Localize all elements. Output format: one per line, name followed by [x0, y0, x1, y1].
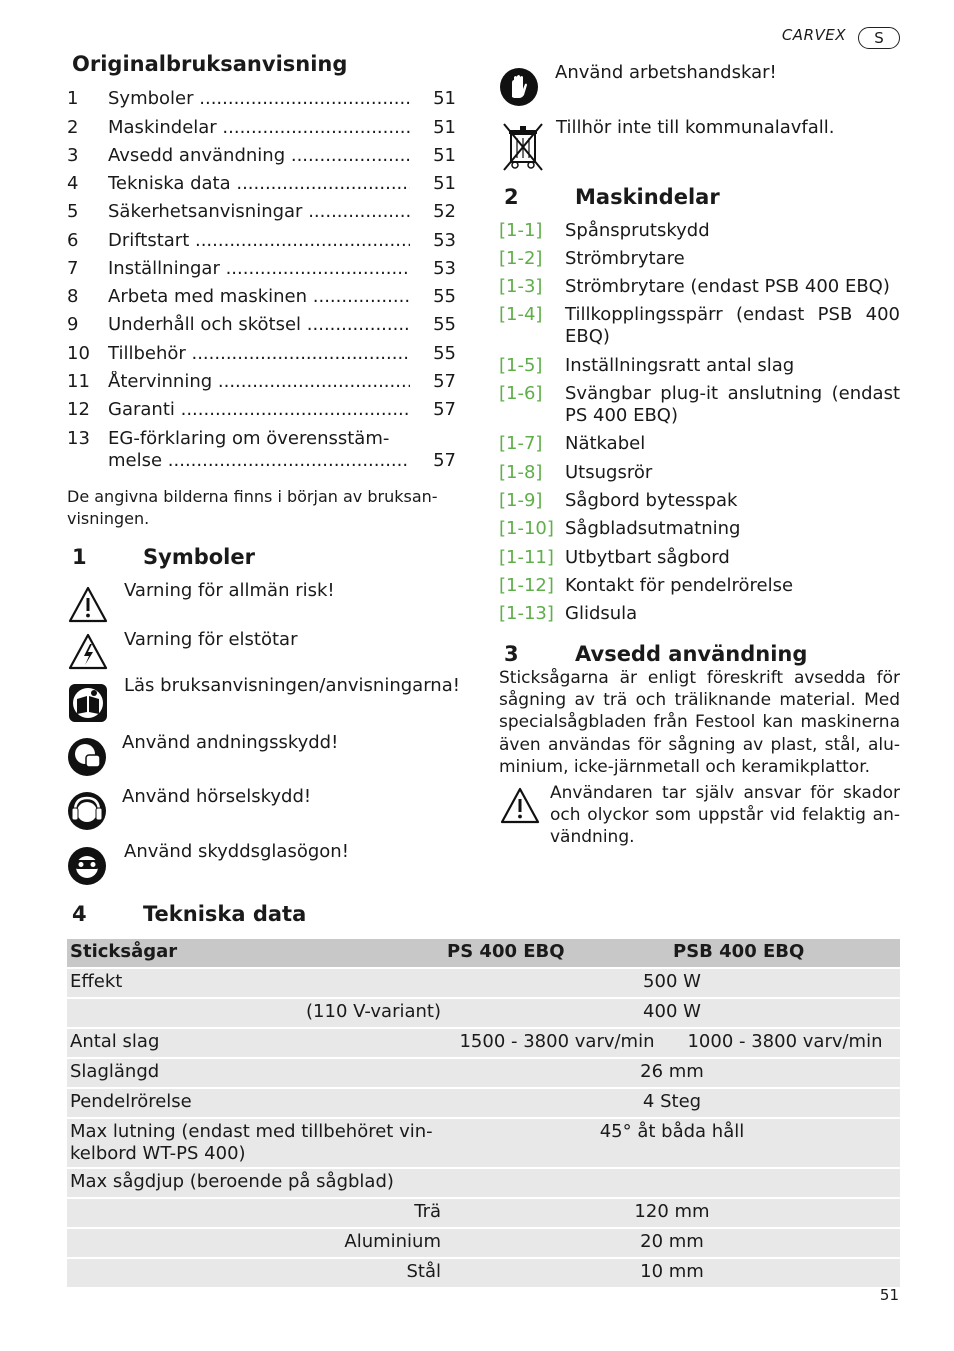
part-label: Svängbar plug-it anslutning (endast PS 400 EBQ) — [565, 383, 900, 426]
warning-triangle-icon — [68, 585, 108, 625]
row-label: Max lutning (endast med tillbehöret vin-kelbord WT-PS 400) — [67, 1118, 444, 1168]
symbol-label: Använd hörselskydd! — [122, 786, 312, 807]
row-label: Stål — [67, 1258, 444, 1288]
symbol-label: Använd skyddsglasögon! — [124, 841, 349, 862]
table-header-row — [67, 939, 900, 968]
warning-triangle-icon — [500, 786, 540, 826]
row-value: 20 mm — [444, 1228, 900, 1258]
row-label: Aluminium — [67, 1228, 444, 1258]
table-row — [67, 1258, 900, 1288]
row-label: Max sågdjup (beroende på sågblad) — [67, 1168, 444, 1198]
safety-goggles-icon — [67, 846, 107, 886]
toc-item-title: Underhåll och skötsel ..... — [108, 314, 410, 335]
symbol-label: Läs bruksanvisningen/anvisningarna! — [124, 675, 460, 696]
toc-item-title: Inställningar ..... — [108, 258, 410, 279]
part-ref: [1-10] — [499, 518, 554, 539]
toc-item-title: Garanti ..... — [108, 399, 410, 420]
part-label: Nätkabel — [565, 433, 646, 454]
row-value: 26 mm — [444, 1058, 900, 1088]
row-value — [444, 1168, 900, 1198]
row-value: 120 mm — [444, 1198, 900, 1228]
part-ref: [1-3] — [499, 276, 543, 297]
toc-page: 51 — [433, 145, 456, 166]
table-row — [67, 968, 900, 998]
row-value: 1000 - 3800 varv/min — [670, 1028, 900, 1058]
toc-title: Originalbruksanvisning — [72, 52, 348, 76]
part-label: Strömbrytare (endast PSB 400 EBQ) — [565, 276, 890, 297]
header-cell: Sticksågar — [67, 939, 444, 968]
part-label: Utbytbart sågbord — [565, 547, 730, 568]
toc-number: 1 — [67, 88, 79, 109]
part-ref: [1-1] — [499, 220, 543, 241]
part-ref: [1-11] — [499, 547, 554, 568]
toc-page: 57 — [433, 371, 456, 392]
respirator-icon — [67, 737, 107, 777]
table-row — [67, 1198, 900, 1228]
toc-item-title: Arbeta med maskinen ..... — [108, 286, 410, 307]
tech-data-table — [67, 939, 900, 1289]
toc-item[interactable] — [67, 428, 456, 476]
row-value: 4 Steg — [444, 1088, 900, 1118]
table-row — [67, 1028, 900, 1058]
gloves-icon — [499, 67, 539, 107]
toc-number: 12 — [67, 399, 90, 420]
table-row — [67, 1088, 900, 1118]
toc-item[interactable] — [67, 286, 456, 310]
row-label: Slaglängd — [67, 1058, 444, 1088]
toc-number: 5 — [67, 201, 79, 222]
toc-item-title: Maskindelar ..... — [108, 117, 410, 138]
symbol-label: Varning för elstötar — [124, 629, 298, 650]
toc-page: 51 — [433, 88, 456, 109]
section-4-title: Tekniska data — [143, 902, 307, 926]
toc-page: 51 — [433, 117, 456, 138]
ear-protection-icon — [67, 791, 107, 831]
symbol-label: Använd andningsskydd! — [122, 732, 339, 753]
toc-page: 51 — [433, 173, 456, 194]
toc-item-title: Tekniska data ..... — [108, 173, 410, 194]
row-label: Pendelrörelse — [67, 1088, 444, 1118]
row-value: 10 mm — [444, 1258, 900, 1288]
toc-item[interactable] — [67, 343, 456, 367]
toc-item[interactable] — [67, 201, 456, 225]
part-ref: [1-12] — [499, 575, 554, 596]
language-badge: S — [858, 27, 900, 49]
toc-page: 55 — [433, 314, 456, 335]
electric-shock-warning-icon — [68, 632, 108, 672]
toc-item-title: Säkerhetsanvisningar ..... — [108, 201, 410, 222]
section-3-title: Avsedd användning — [575, 642, 808, 666]
toc-number: 6 — [67, 230, 79, 251]
part-ref: [1-13] — [499, 603, 554, 624]
row-label: Trä — [67, 1198, 444, 1228]
toc-item[interactable] — [67, 314, 456, 338]
toc-item[interactable] — [67, 258, 456, 282]
toc-item[interactable] — [67, 88, 456, 112]
part-ref: [1-5] — [499, 355, 543, 376]
header-cell: PSB 400 EBQ — [670, 939, 900, 968]
brand-name: CARVEX — [781, 26, 846, 44]
toc-number: 13 — [67, 428, 90, 449]
toc-item[interactable] — [67, 145, 456, 169]
toc-item-title: Symboler ..... — [108, 88, 410, 109]
row-value: 500 W — [444, 968, 900, 998]
page-number: 51 — [879, 1286, 899, 1304]
part-ref: [1-4] — [499, 304, 543, 325]
part-ref: [1-6] — [499, 383, 543, 404]
table-row — [67, 1058, 900, 1088]
part-label: Glidsula — [565, 603, 638, 624]
table-row — [67, 1168, 900, 1198]
part-label: Strömbrytare — [565, 248, 685, 269]
row-label: Antal slag — [67, 1028, 444, 1058]
part-label: Kontakt för pendelrörelse — [565, 575, 794, 596]
intended-use-text: Sticksågarna är enligt föreskrift avsedda för sågning av trä och träliknande material. Med specialsågbladen från Festool kan maskinerna även användas för sågning av plast, stål, alu-minium, icke-järnmetall och keramikplattor. — [499, 668, 900, 777]
toc-item-title: Tillbehör ..... — [108, 343, 410, 364]
header-cell: PS 400 EBQ — [444, 939, 670, 968]
toc-number: 7 — [67, 258, 79, 279]
toc-item[interactable] — [67, 399, 456, 423]
read-manual-icon — [68, 683, 108, 723]
section-1-number: 1 — [72, 545, 87, 569]
section-3-number: 3 — [504, 642, 519, 666]
symbol-label: Använd arbetshandskar! — [555, 62, 777, 83]
section-2-number: 2 — [504, 185, 519, 209]
part-label: Tillkopplingsspärr (endast PSB 400 EBQ) — [565, 304, 900, 347]
toc-page: 53 — [433, 230, 456, 251]
part-ref: [1-7] — [499, 433, 543, 454]
section-1-title: Symboler — [143, 545, 255, 569]
toc-number: 4 — [67, 173, 79, 194]
toc-number: 2 — [67, 117, 79, 138]
row-value: 45° åt båda håll — [444, 1118, 900, 1168]
toc-number: 10 — [67, 343, 90, 364]
toc-item[interactable] — [67, 117, 456, 141]
part-label: Sågbladsutmatning — [565, 518, 741, 539]
symbol-label: Tillhör inte till kommunalavfall. — [556, 117, 835, 138]
toc-page: 53 — [433, 258, 456, 279]
part-label: Utsugsrör — [565, 462, 653, 483]
toc-number: 8 — [67, 286, 79, 307]
toc-page: 57 — [433, 399, 456, 420]
table-row — [67, 1118, 900, 1168]
toc-number: 3 — [67, 145, 79, 166]
row-value: 400 W — [444, 998, 900, 1028]
toc-page: 57 — [433, 450, 456, 471]
toc-item-title: Återvinning ..... — [108, 371, 410, 392]
liability-warning-text: Användaren tar själv ansvar för skador och olyckor som uppstår vid felaktig an-vändning. — [550, 783, 900, 848]
part-label: Sågbord bytesspak — [565, 490, 738, 511]
section-2-title: Maskindelar — [575, 185, 720, 209]
table-row — [67, 998, 900, 1028]
toc-page: 55 — [433, 343, 456, 364]
toc-item-title-line1: EG-förklaring om överensstäm- — [108, 428, 390, 449]
part-ref: [1-8] — [499, 462, 543, 483]
row-label: (110 V-variant) — [67, 998, 444, 1028]
symbol-label: Varning för allmän risk! — [124, 580, 335, 601]
row-label: Effekt — [67, 968, 444, 998]
image-note: De angivna bilderna finns i början av bruksan-visningen. — [67, 487, 438, 528]
toc-number: 11 — [67, 371, 90, 392]
section-4-number: 4 — [72, 902, 87, 926]
crossed-bin-icon — [500, 122, 546, 172]
toc-page: 52 — [433, 201, 456, 222]
part-ref: [1-9] — [499, 490, 543, 511]
part-label: Inställningsratt antal slag — [565, 355, 795, 376]
part-ref: [1-2] — [499, 248, 543, 269]
toc-number: 9 — [67, 314, 79, 335]
row-value: 1500 - 3800 varv/min — [444, 1028, 670, 1058]
toc-item-title: Avsedd användning ..... — [108, 145, 410, 166]
toc-item[interactable] — [67, 230, 456, 254]
toc-page: 55 — [433, 286, 456, 307]
table-row — [67, 1228, 900, 1258]
part-label: Spånsprutskydd — [565, 220, 710, 241]
toc-item-title: Driftstart ..... — [108, 230, 410, 251]
toc-item-title: melse ..... — [108, 450, 410, 471]
toc-item[interactable] — [67, 371, 456, 395]
toc-item[interactable] — [67, 173, 456, 197]
